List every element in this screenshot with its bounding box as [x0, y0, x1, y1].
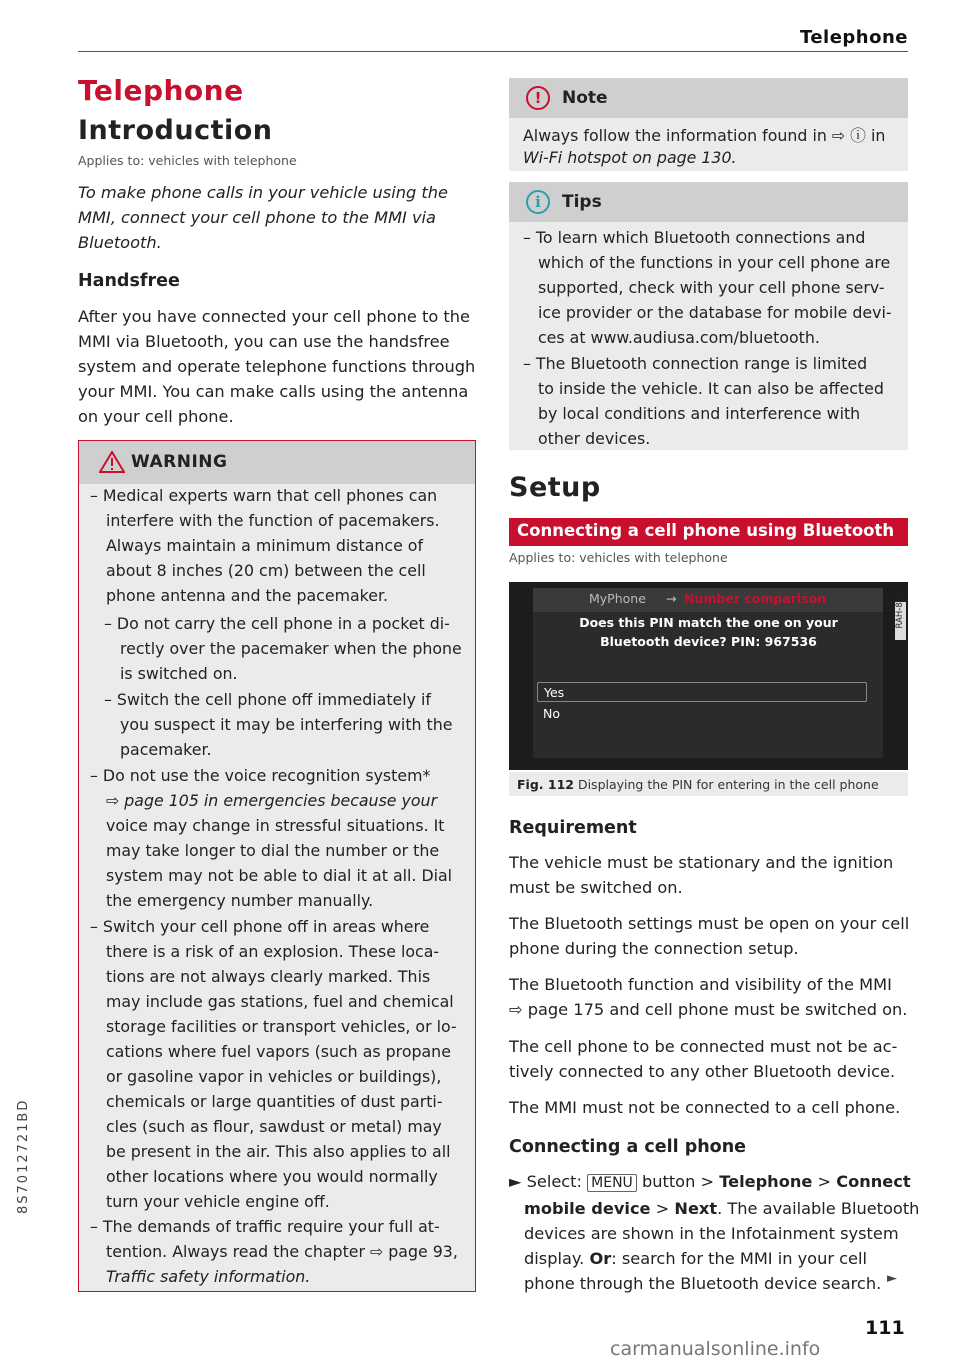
warning-line: turn your vehicle engine off. — [106, 1192, 330, 1211]
tips-line: by local conditions and interference with — [538, 404, 861, 423]
warning-line: other locations where you would normally — [106, 1167, 438, 1186]
warning-header — [79, 441, 475, 484]
handsfree-line: your MMI. You can make calls using the antenna — [78, 382, 469, 401]
watermark: carmanualsonline.info — [610, 1338, 821, 1360]
warning-line: – Switch the cell phone off immediately if — [104, 690, 431, 709]
warning-line: may include gas stations, fuel and chemical — [106, 992, 454, 1011]
requirement-line: The Bluetooth settings must be open on your cell — [509, 914, 910, 933]
menu-connect: Connect — [836, 1172, 911, 1191]
warning-line: you suspect it may be interfering with the — [120, 715, 453, 734]
mmi-question-line: Does this PIN match the one on your — [579, 615, 838, 630]
tips-line: ice provider or the database for mobile devi- — [538, 303, 892, 322]
warning-line: phone antenna and the pacemaker. — [106, 586, 389, 605]
requirement-line: The MMI must not be connected to a cell phone. — [509, 1098, 901, 1117]
connecting-separator: > — [650, 1199, 675, 1218]
requirement-paragraph — [509, 1095, 900, 1120]
section-bar — [509, 518, 908, 546]
continue-arrow-icon: ► — [887, 1271, 897, 1286]
tips-header — [509, 182, 908, 222]
intro-line: To make phone calls in your vehicle using the — [78, 183, 448, 202]
tips-title: Tips — [562, 192, 602, 212]
warning-line: may take longer to dial the number or the — [106, 841, 440, 860]
warning-title: WARNING — [131, 452, 228, 472]
warning-line: the emergency number manually. — [106, 891, 374, 910]
connecting-heading: Connecting a cell phone — [509, 1137, 747, 1157]
warning-line: – Medical experts warn that cell phones can — [90, 486, 438, 505]
figure-caption-text: Displaying the PIN for entering in the cell phone — [577, 777, 879, 792]
warning-line: Traffic safety information. — [106, 1267, 311, 1286]
page-heading: Introduction — [78, 115, 273, 146]
tips-line: – To learn which Bluetooth connections and — [523, 228, 866, 247]
mmi-mode: Number comparison — [684, 591, 827, 606]
warning-triangle-icon — [99, 451, 125, 473]
warning-line: – Do not carry the cell phone in a pocket di- — [104, 614, 450, 633]
warning-line: be present in the air. This also applies to all — [106, 1142, 451, 1161]
menu-mobile-device: mobile device — [524, 1199, 651, 1218]
connecting-text: display. — [524, 1249, 590, 1268]
warning-line: is switched on. — [120, 664, 238, 683]
mmi-option-no: No — [543, 706, 560, 721]
intro-line: Bluetooth. — [78, 233, 162, 252]
warning-line: or gasoline vapor in vehicles or buildings), — [106, 1067, 442, 1086]
handsfree-line: on your cell phone. — [78, 407, 234, 426]
tips-line: to inside the vehicle. It can also be affected — [538, 379, 884, 398]
connecting-line: devices are shown in the Infotainment system — [524, 1224, 899, 1243]
page-number: 111 — [865, 1317, 905, 1339]
figure-mmi-screen — [509, 582, 908, 770]
warning-line: chemicals or large quantities of dust parti- — [106, 1092, 443, 1111]
info-circle-icon: i — [526, 190, 550, 214]
warning-line: – Switch your cell phone off in areas where — [90, 917, 430, 936]
menu-key: MENU — [587, 1174, 637, 1192]
note-header — [509, 78, 908, 118]
connecting-line — [509, 1196, 919, 1221]
setup-applies-text: Applies to: vehicles with telephone — [509, 550, 728, 565]
intro-text — [78, 180, 448, 255]
connecting-separator: > — [812, 1172, 837, 1191]
handsfree-text — [78, 304, 475, 429]
mmi-phone-name: MyPhone — [589, 591, 646, 606]
connecting-text: : search for the MMI in your cell — [611, 1249, 868, 1268]
handsfree-line: After you have connected your cell phone to the — [78, 307, 470, 326]
warning-line: system may not be able to dial it at all. Dial — [106, 866, 453, 885]
warning-line: ⇨ page 105 in emergencies because your — [106, 791, 438, 810]
requirement-heading: Requirement — [509, 818, 637, 838]
running-head: Telephone — [799, 27, 908, 48]
warning-line: – Do not use the voice recognition system* — [90, 766, 431, 785]
warning-line: about 8 inches (20 cm) between the cell — [106, 561, 426, 580]
intro-line: MMI, connect your cell phone to the MMI via — [78, 208, 436, 227]
warning-line: tions are not always clearly marked. This — [106, 967, 431, 986]
requirement-line: must be switched on. — [509, 878, 683, 897]
applies-text: Applies to: vehicles with telephone — [78, 153, 297, 168]
figure-caption-box — [509, 772, 908, 796]
setup-heading: Setup — [509, 472, 601, 503]
connecting-step — [509, 1169, 919, 1296]
figure-code: RAH-8603 — [895, 586, 905, 629]
note-line: Always follow the information found in ⇨ ⓘ in — [523, 126, 886, 145]
handsfree-line: MMI via Bluetooth, you can use the handsfree — [78, 332, 450, 351]
figure-caption — [517, 777, 879, 792]
warning-line: there is a risk of an explosion. These loca- — [106, 942, 440, 961]
tips-line: which of the functions in your cell phone are — [538, 253, 891, 272]
mmi-arrow-icon: → — [666, 591, 677, 606]
connecting-text: . The available Bluetooth — [717, 1199, 920, 1218]
warning-line: interfere with the function of pacemakers. — [106, 511, 440, 530]
mmi-question-line: Bluetooth device? PIN: 967536 — [600, 634, 817, 649]
requirement-paragraph — [509, 972, 907, 1022]
handsfree-heading: Handsfree — [78, 271, 180, 291]
tips-line: – The Bluetooth connection range is limited — [523, 354, 868, 373]
warning-line: voice may change in stressful situations. It — [106, 816, 445, 835]
requirement-line: The vehicle must be stationary and the ignition — [509, 853, 894, 872]
select-prefix: ► Select: — [509, 1172, 588, 1191]
note-title: Note — [562, 88, 608, 108]
requirement-line: ⇨ page 175 and cell phone must be switched on. — [509, 1000, 908, 1019]
requirement-line: phone during the connection setup. — [509, 939, 799, 958]
tips-line: other devices. — [538, 429, 651, 448]
connecting-text: button > — [636, 1172, 720, 1191]
figure-label: Fig. 112 — [517, 777, 574, 792]
warning-line: – The demands of traffic require your full at- — [90, 1217, 440, 1236]
mmi-screen-panel — [533, 588, 883, 758]
document-code: 8S7012721BD — [16, 1098, 31, 1214]
warning-line: Always maintain a minimum distance of — [106, 536, 424, 555]
warning-line: tention. Always read the chapter ⇨ page 93, — [106, 1242, 458, 1261]
connecting-line — [509, 1169, 919, 1196]
warning-line: pacemaker. — [120, 740, 212, 759]
warning-line: cles (such as flour, sawdust or metal) may — [106, 1117, 442, 1136]
warning-line: storage facilities or transport vehicles, or lo- — [106, 1017, 457, 1036]
connecting-or: Or — [589, 1249, 612, 1268]
menu-next: Next — [674, 1199, 718, 1218]
tips-line: ces at www.audiusa.com/bluetooth. — [538, 328, 820, 347]
menu-telephone: Telephone — [719, 1172, 813, 1191]
exclamation-circle-icon: ! — [526, 86, 550, 110]
connecting-line — [509, 1246, 919, 1271]
connecting-line: phone through the Bluetooth device search. — [524, 1274, 882, 1293]
requirement-paragraph — [509, 850, 893, 900]
section-bar-title: Connecting a cell phone using Bluetooth — [517, 521, 895, 540]
requirement-line: The Bluetooth function and visibility of the MMI — [509, 975, 892, 994]
requirement-paragraph — [509, 1034, 897, 1084]
section-title: Telephone — [78, 74, 244, 107]
warning-line: cations where fuel vapors (such as propane — [106, 1042, 451, 1061]
requirement-paragraph — [509, 911, 909, 961]
mmi-option-yes: Yes — [537, 682, 867, 702]
note-line: Wi-Fi hotspot on page 130. — [523, 148, 737, 167]
requirement-line: tively connected to any other Bluetooth device. — [509, 1062, 896, 1081]
handsfree-line: system and operate telephone functions through — [78, 357, 476, 376]
tips-line: supported, check with your cell phone serv- — [538, 278, 885, 297]
warning-line: rectly over the pacemaker when the phone — [120, 639, 462, 658]
requirement-line: The cell phone to be connected must not be ac- — [509, 1037, 898, 1056]
header-rule — [78, 51, 908, 52]
